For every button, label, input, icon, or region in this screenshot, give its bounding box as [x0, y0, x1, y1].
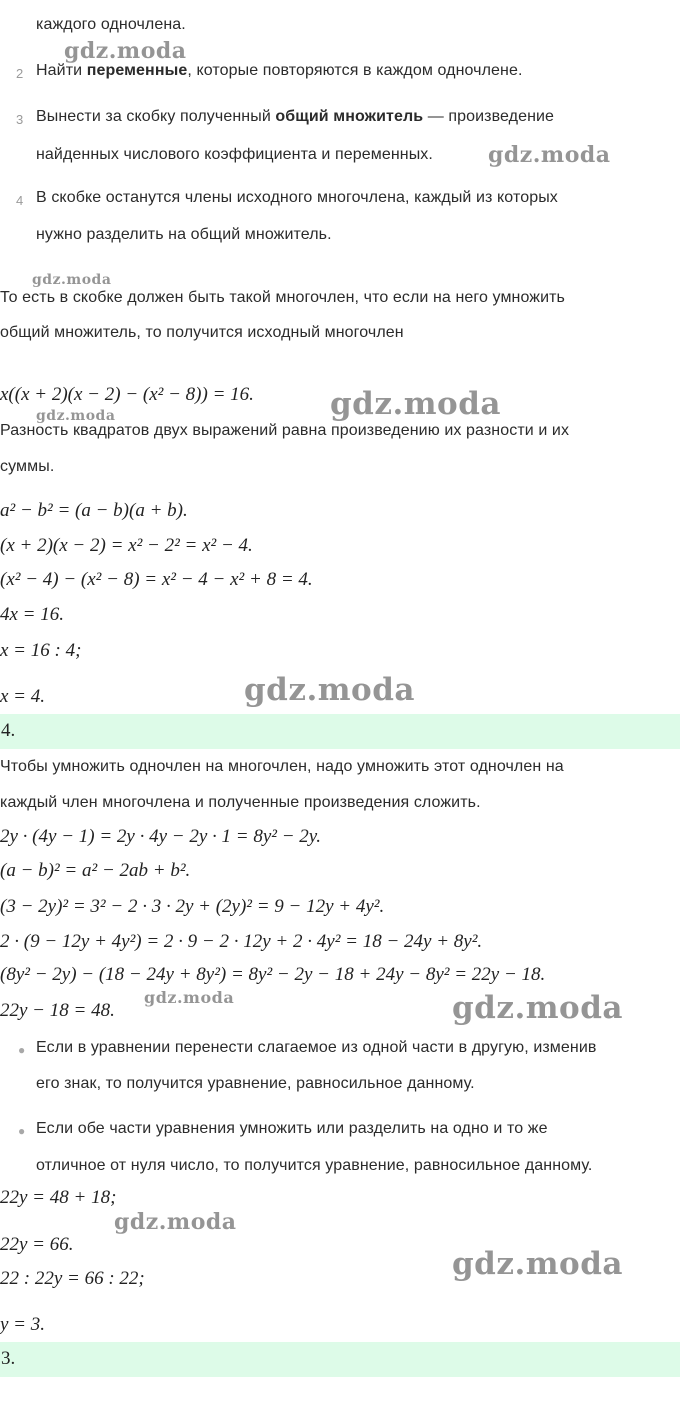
answer-band: [0, 714, 680, 749]
paragraph: Чтобы умножить одночлен на многочлен, надо умножить этот одночлен на: [0, 758, 564, 775]
watermark: gdz.moda: [32, 272, 112, 288]
answer-band: [0, 1342, 680, 1377]
equation-line: 2 · (9 − 12y + 4y²) = 2 · 9 − 2 · 12y + 2 · 4y² = 18 − 24y + 8y².: [0, 931, 483, 952]
equation-line: (8y² − 2y) − (18 − 24y + 8y²) = 8y² − 2y − 18 + 24y − 8y² = 22y − 18.: [0, 964, 546, 985]
equation-line: (3 − 2y)² = 3² − 2 · 3 · 2y + (2y)² = 9 − 12y + 4y².: [0, 896, 385, 917]
step3-text-line2: найденных числового коэффициента и переменных.: [36, 146, 433, 163]
equation-line: x = 4.: [0, 686, 46, 707]
equation-line: x = 16 : 4;: [0, 640, 82, 661]
equation-line: 22y = 66.: [0, 1234, 74, 1255]
rule-text: Если обе части уравнения умножить или разделить на одно и то же: [36, 1120, 548, 1137]
equation-line: 4x = 16.: [0, 604, 65, 625]
step-number: 2: [16, 66, 24, 81]
answer-value: 4.: [1, 720, 16, 741]
equation-line: (a − b)² = a² − 2ab + b².: [0, 860, 191, 881]
rule-text: Если в уравнении перенести слагаемое из одной части в другую, изменив: [36, 1039, 597, 1056]
equation-line: 22y = 48 + 18;: [0, 1187, 117, 1208]
equation-line: (x² − 4) − (x² − 8) = x² − 4 − x² + 8 = 4.: [0, 569, 313, 590]
step2-text: Найти переменные, которые повторяются в каждом одночлене.: [36, 62, 523, 79]
equation-line: 22y − 18 = 48.: [0, 1000, 115, 1021]
paragraph: общий множитель, то получится исходный многочлен: [0, 324, 404, 341]
step4-text: В скобке останутся члены исходного многочлена, каждый из которых: [36, 189, 558, 206]
equation-line: 2y · (4y − 1) = 2y · 4y − 2y · 1 = 8y² − 2y.: [0, 826, 321, 847]
watermark: gdz.moda: [64, 38, 187, 64]
paragraph: Разность квадратов двух выражений равна произведению их разности и их: [0, 422, 570, 439]
watermark: gdz.moda: [36, 408, 116, 424]
step3-text: Вынести за скобку полученный общий множитель — произведение: [36, 108, 555, 125]
paragraph: То есть в скобке должен быть такой многочлен, что если на него умножить: [0, 289, 565, 306]
watermark: gdz.moda: [330, 386, 501, 422]
rule-text-line2: его знак, то получится уравнение, равносильное данному.: [36, 1075, 475, 1092]
bullet-dot-icon: ●: [18, 1124, 26, 1138]
rule-text-line2: отличное от нуля число, то получится уравнение, равносильное данному.: [36, 1157, 593, 1174]
bullet-dot-icon: ●: [18, 1043, 26, 1057]
paragraph: суммы.: [0, 458, 55, 475]
watermark: gdz.moda: [452, 990, 623, 1026]
main-equation: x((x + 2)(x − 2) − (x² − 8)) = 16.: [0, 384, 254, 405]
equation-line: (x + 2)(x − 2) = x² − 2² = x² − 4.: [0, 535, 253, 556]
watermark: gdz.moda: [114, 1209, 237, 1235]
step-number: 3: [16, 112, 24, 127]
equation-line: 22 : 22y = 66 : 22;: [0, 1268, 145, 1289]
watermark: gdz.moda: [488, 142, 611, 168]
paragraph: каждый член многочлена и полученные произведения сложить.: [0, 794, 481, 811]
equation-line: a² − b² = (a − b)(a + b).: [0, 500, 188, 521]
step4-text-line2: нужно разделить на общий множитель.: [36, 226, 332, 243]
watermark: gdz.moda: [452, 1246, 623, 1282]
step-number: 4: [16, 193, 24, 208]
step1-tail: каждого одночлена.: [36, 16, 186, 33]
equation-line: y = 3.: [0, 1314, 46, 1335]
answer-value: 3.: [1, 1348, 16, 1369]
watermark: gdz.moda: [244, 672, 415, 708]
watermark: gdz.moda: [144, 988, 235, 1007]
